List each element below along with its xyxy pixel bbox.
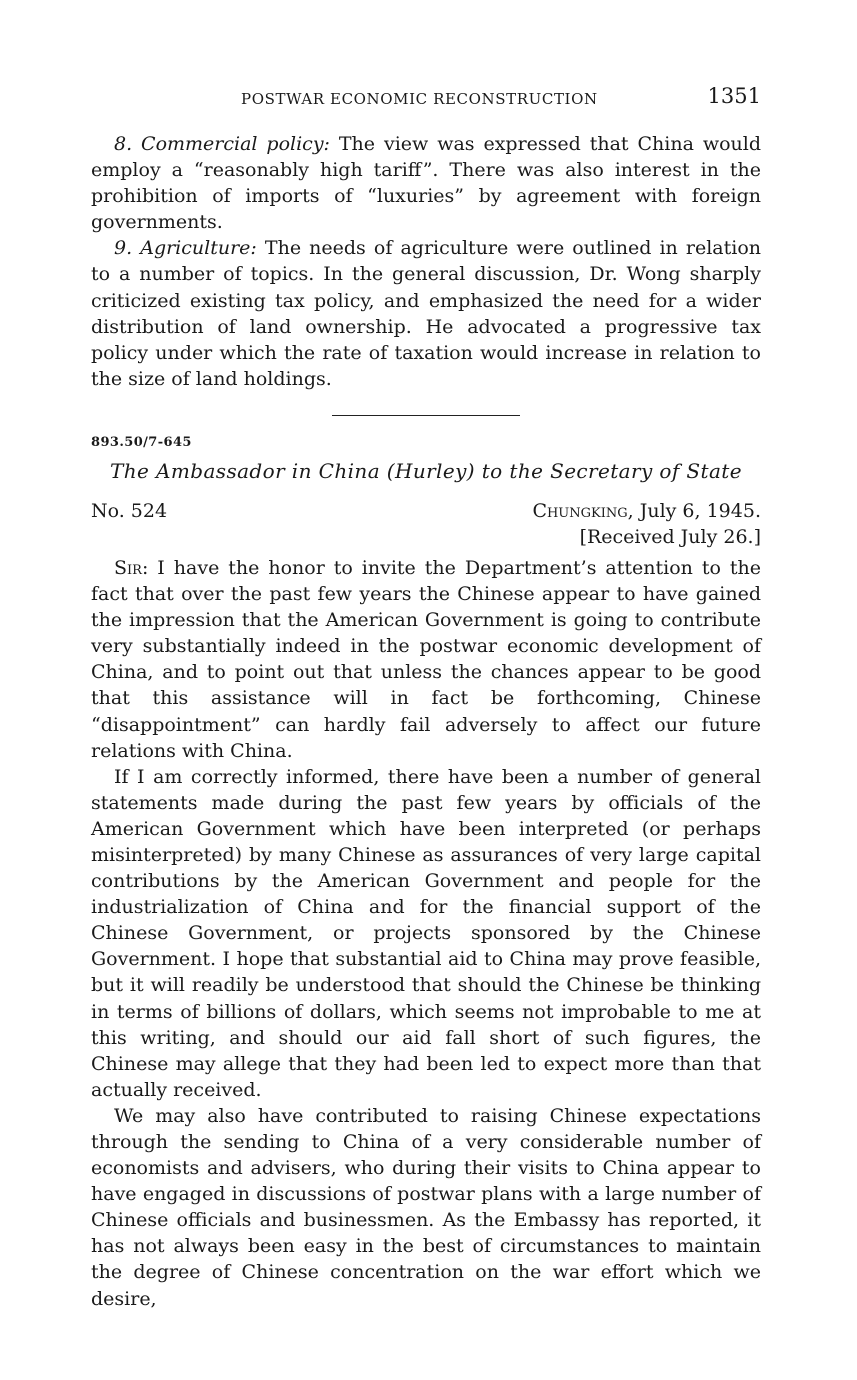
item-text: The view was expressed that China would employ a “reasonably high tariff”. There was also interest in the prohibition of imports of “luxuries” by agreement with foreign governments. xyxy=(91,133,762,234)
body-paragraph xyxy=(91,555,761,764)
file-number: 893.50/7-645 xyxy=(91,434,192,450)
place: Chungking, xyxy=(532,499,634,522)
item-commercial-policy xyxy=(91,131,761,235)
item-text: The needs of agriculture were outlined in relation to a number of topics. In the general discussion, Dr. Wong sharply criticized existing tax policy, and emphasized the need for a wider distribution of land ownership. He advocated a progressive tax policy under which the rate of taxation would increase in relation to the size of land holdings. xyxy=(91,237,762,390)
item-agriculture xyxy=(91,235,761,392)
item-label: 9. Agriculture: xyxy=(114,237,257,260)
section-divider xyxy=(332,415,520,416)
salutation: Sir: xyxy=(114,556,149,579)
document-title: The Ambassador in China (Hurley) to the Secretary of State xyxy=(110,458,742,483)
received-date: [Received July 26.] xyxy=(579,525,761,548)
paragraph-text: I have the honor to invite the Department’s attention to the fact that over the past few years the Chinese appear to have gained the impression that the American Government is going to contribute very substantially indeed in the postwar economic development of China, and to point out that unless the chances appear to be good that this assistance will in fact be forthcoming, Chinese “disappointment” can hardly fail adversely to affect our future relations with China. xyxy=(91,556,761,762)
dateline xyxy=(91,500,761,552)
running-head xyxy=(91,84,761,114)
place-and-date xyxy=(532,500,761,522)
body-paragraph: If I am correctly informed, there have been a number of general statements made during the past few years by officials of the American Government which have been interpreted (or perhaps misinterpreted) by many Chinese as assurances of very large capital contributions by the American Government and people for the industrialization of China and for the financial support of the Chinese Government, or projects sponsored by the Chinese Government. I hope that substantial aid to China may prove feasible, but it will readily be understood that should the Chinese be thinking in terms of billions of dollars, which seems not improbable to me at this writing, and should our aid fall short of such figures, the Chinese may allege that they had been led to expect more than that actually received. xyxy=(91,765,761,1101)
item-label: 8. Commercial policy: xyxy=(114,133,330,155)
page-number: 1351 xyxy=(707,84,761,108)
body-paragraph: We may also have contributed to raising Chinese expectations through the sending to China of a very considerable number of economists and advisers, who during their visits to China appear to have engaged in discussions of postwar plans with a large number of Chinese officials and businessmen. As the Embassy has reported, it has not always been easy in the best of circumstances to maintain the degree of Chinese concentration on the war effort which we desire, xyxy=(91,1104,761,1310)
book-page xyxy=(91,84,761,1312)
running-title: POSTWAR ECONOMIC RECONSTRUCTION xyxy=(241,90,598,108)
document-number: No. 524 xyxy=(91,499,168,522)
date: July 6, 1945. xyxy=(633,499,761,522)
